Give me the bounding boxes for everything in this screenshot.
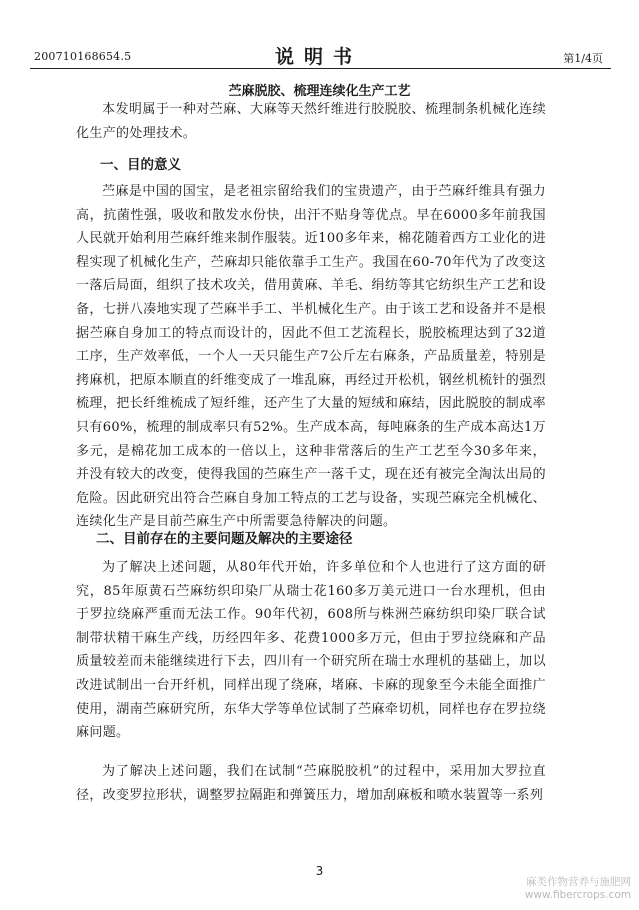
site-watermark [525,876,631,902]
page-number: 3 [315,864,324,878]
header-rule [30,68,611,69]
purpose-paragraph: 苎麻是中国的国宝，是老祖宗留给我们的宝贵遗产，由于苎麻纤维具有强力高，抗菌性强，吸收和散发水份快，出汗不贴身等优点。早在6000多年前我国人民就开始利用苎麻纤维来制作服装。近100多年来，棉花随着西方工业化的进程实现了机械化生产，苎麻却只能依靠手工生产。我国在60-70年代为了改变这一落后局面，组织了技术攻关，借用黄麻、羊毛、绢纺等其它纺织生产工艺和设备，七拼八凑地实现了苎麻半手工、半机械化生产。由于该工艺和设备并不是根据苎麻自身加工的特点而设计的，因此不但工艺流程长，脱胶梳理达到了32道工序，生产效率低，一个人一天只能生产7公斤左右麻条，产品质量差，特别是拷麻机，把原本顺直的纤维变成了一堆乱麻，再经过开松机，钢丝机梳针的强烈梳理，把长纤维梳成了短纤维，还产生了大量的短绒和麻结，因此脱胶的制成率只有60%，梳理的制成率只有52%。生产成本高，每吨麻条的生产成本高达1万多元，是棉花加工成本的一倍以上，这种非常落后的生产工艺至今30多年来，并没有较大的改变，使得我国的苎麻生产一落千丈，现在还有被完全淘汰出局的危险。因此研究出符合苎麻自身加工特点的工艺与设备，实现苎麻完全机械化、连续化生产是目前苎麻生产中所需要急待解决的问题。 [76,184,546,530]
page-header [34,42,603,68]
section-heading-problems: 二、目前存在的主要问题及解决的主要途径 [96,531,353,547]
watermark-site-name: 麻类作物营养与施肥网 [526,876,631,888]
problems-paragraph: 为了解决上述问题，从80年代开始，许多单位和个人也进行了这方面的研究，85年原黄石苎麻纺织印染厂从瑞士花160多万美元进口一台水理机，但由于罗拉绕麻严重而无法工作。90年代初，608所与株洲苎麻纺织印染厂联合试制带状精干麻生产线，历经四年多、花费1000多万元，但由于罗拉绕麻和产品质量较差而未能继续进行下去，四川有一个研究所在瑞士水理机的基础上，加以改进试制出一台开纤机，同样出现了绕麻，堵麻、卡麻的现象至今未能全面推广使用，湖南苎麻研究所，东华大学等单位试制了苎麻牵切机，同样也存在罗拉绕麻问题。 [76,560,546,741]
application-number: 200710168654.5 [34,50,132,63]
invention-title: 苎麻脱胶、梳理连续化生产工艺 [228,84,411,99]
intro-paragraph: 本发明属于一种对苎麻、大麻等天然纤维进行胶脱胶、梳理制条机械化连续化生产的处理技术。 [76,102,546,141]
watermark-url: www.fibercrops.com [524,889,631,901]
page-indicator: 第1/4页 [563,52,603,65]
section-heading-purpose: 一、目的意义 [100,157,181,173]
solution-paragraph: 为了解决上述问题，我们在试制“苎麻脱胶机”的过程中，采用加大罗拉直径，改变罗拉形状，调整罗拉隔距和弹簧压力，增加刮麻板和喷水装置等一系列 [76,764,546,803]
doc-type-title: 说明书 [274,46,362,68]
